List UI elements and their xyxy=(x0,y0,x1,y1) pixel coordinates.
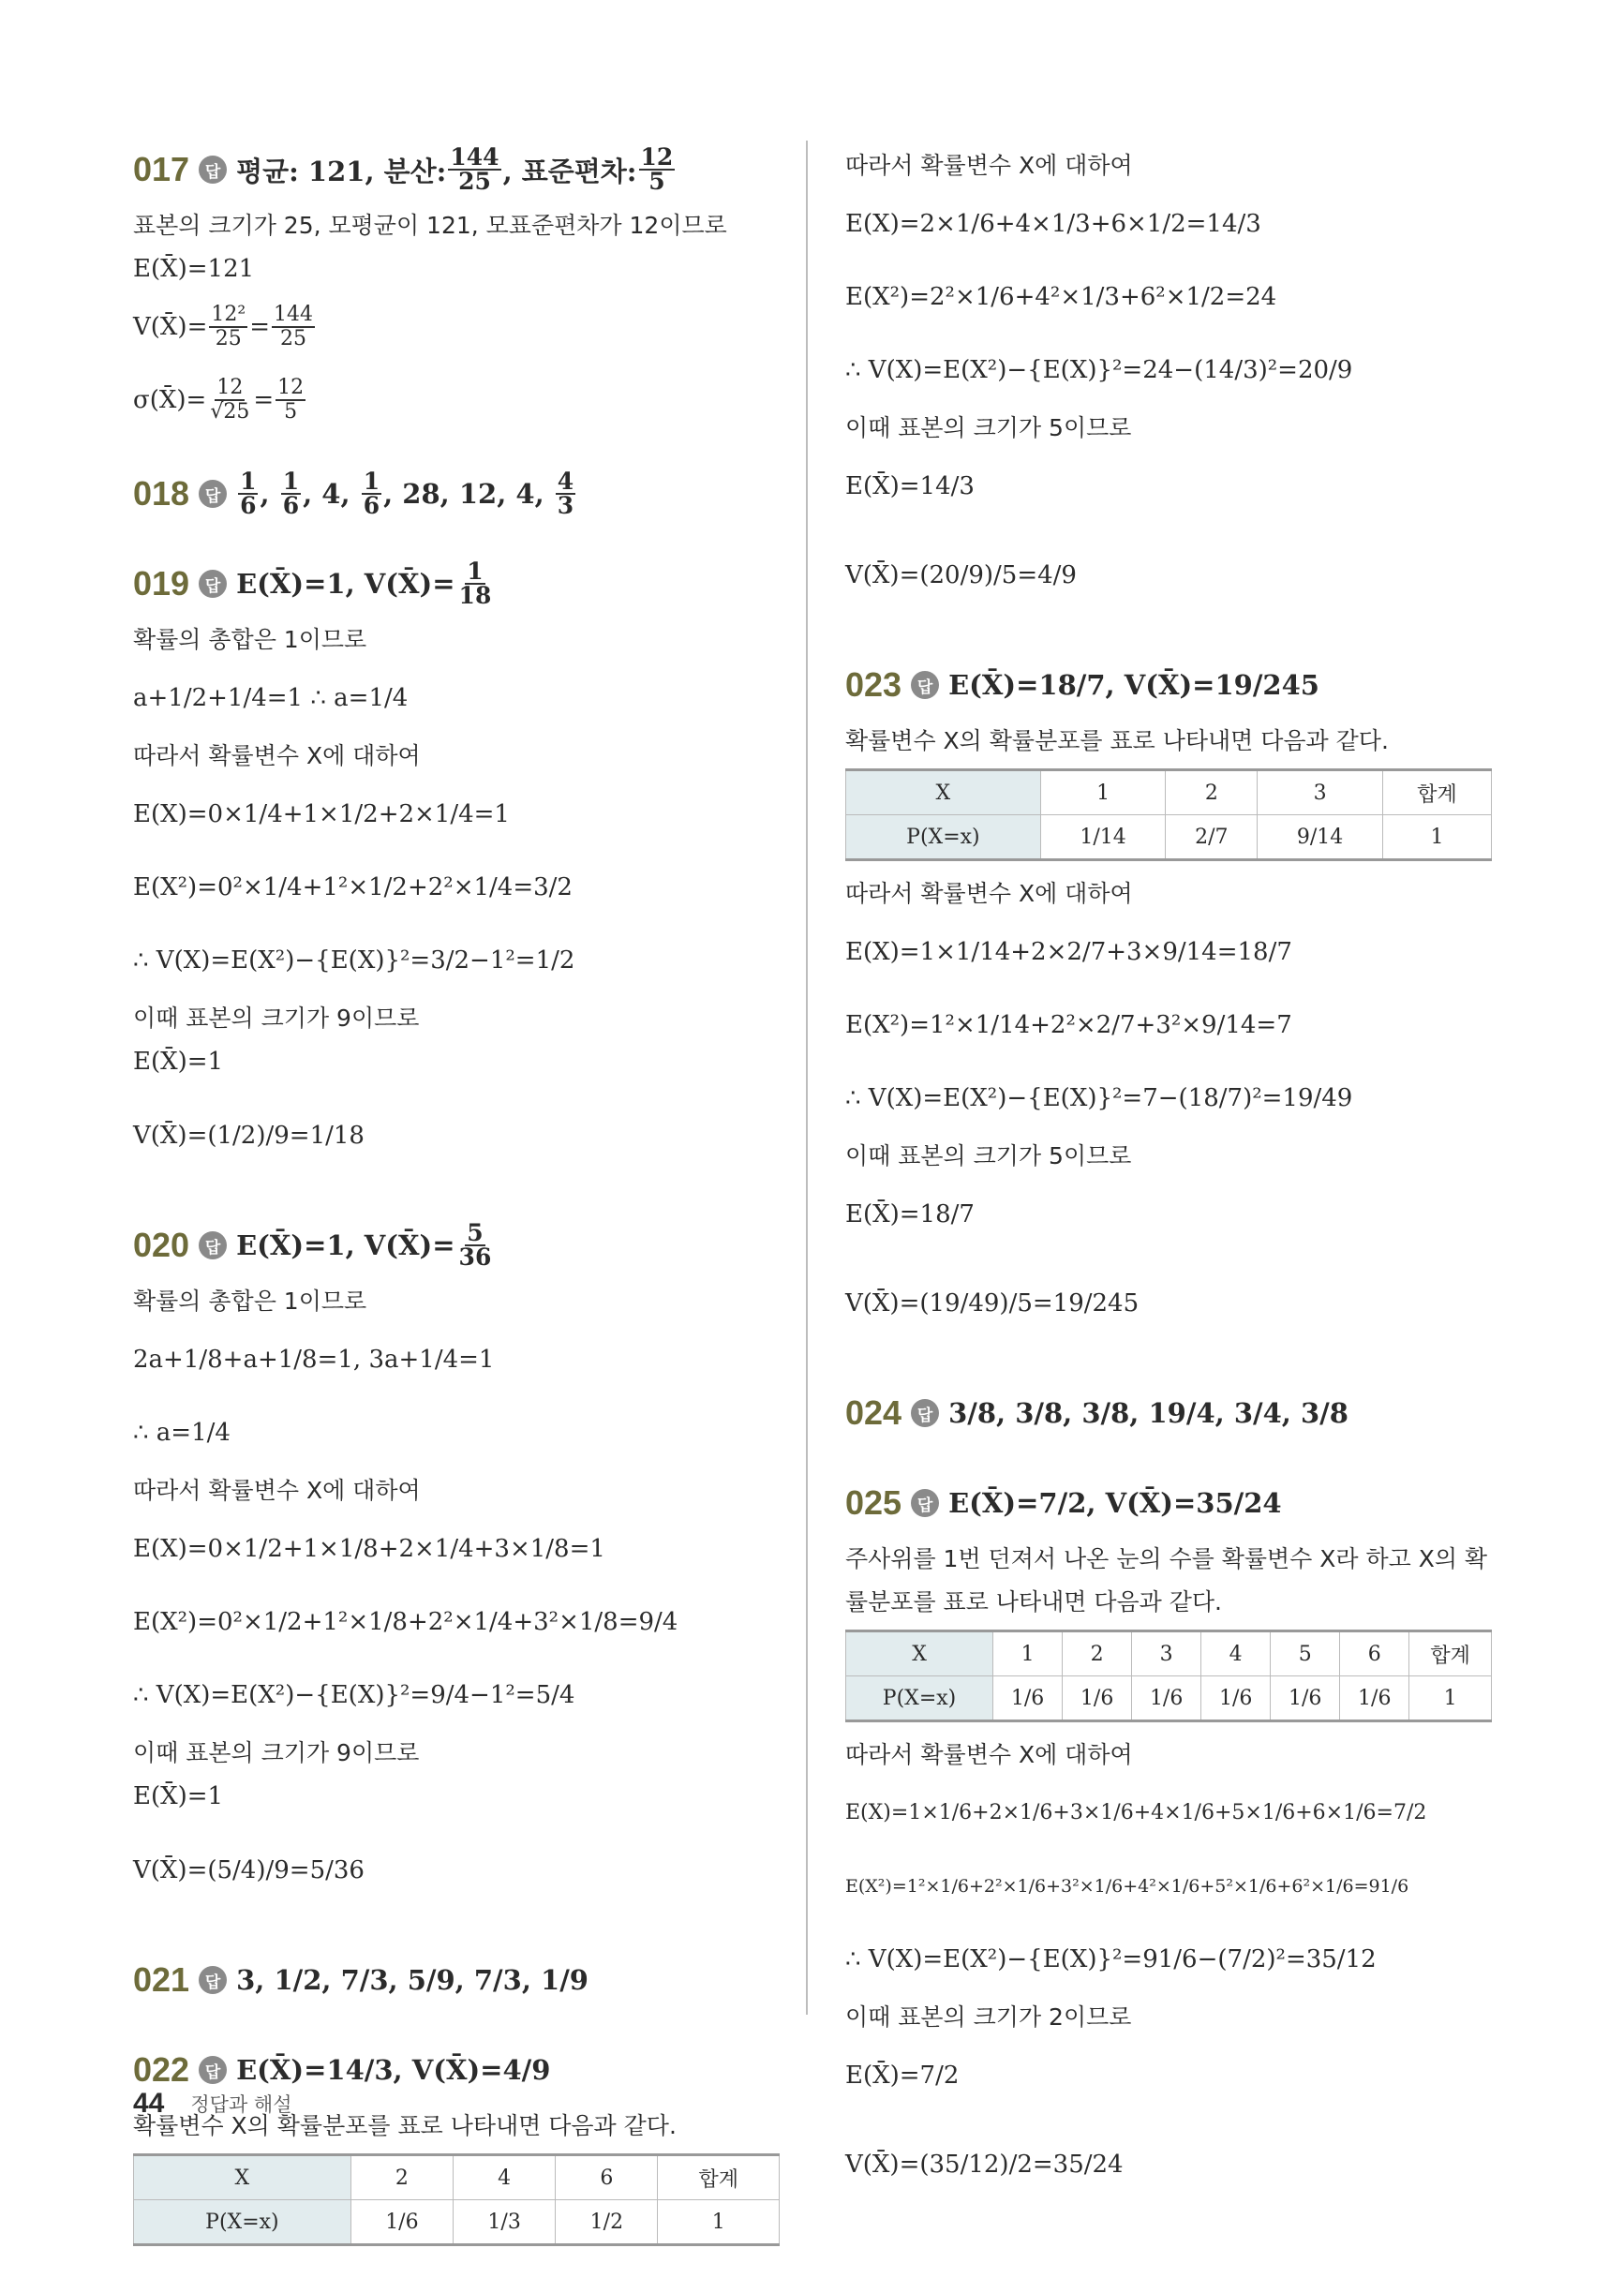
problem-number: 021 xyxy=(133,1960,190,1999)
problem-number: 017 xyxy=(133,150,190,188)
problem-number: 022 xyxy=(133,2050,190,2089)
math-line: 2a+1/8+a+1/8=1, 3a+1/4=1 xyxy=(133,1346,495,1374)
problem-number: 018 xyxy=(133,474,190,513)
math-line: ∴ V(X)=E(X²)−{E(X)}²=7−(18/7)²=19/49 xyxy=(845,1084,1353,1112)
math-line: E(X²)=1²×1/6+2²×1/6+3²×1/6+4²×1/6+5²×1/6+6²×1/6=91/6 xyxy=(845,1876,1409,1897)
column-divider xyxy=(806,141,808,2015)
math-line: V(X̄)= $\frac{\text{12²}}{25}$ = 144 25 xyxy=(133,303,313,350)
answer-badge-icon: 답 xyxy=(199,156,227,184)
explanation-line: 따라서 확률변수 X에 대하여 xyxy=(845,880,1133,907)
problem-022-cont xyxy=(845,148,1492,624)
answer-line: 019 답 E(X̄)=1, V(X̄)= $\frac{1}{18}$ xyxy=(133,558,492,609)
problem-017 xyxy=(133,141,780,433)
answer-badge-icon: 답 xyxy=(911,671,939,699)
answer-line: 023 답 E(X̄)=18/7, V(X̄)=19/245 xyxy=(845,665,1319,704)
math-line: E(X²)=1²×1/14+2²×2/7+3²×9/14=7 xyxy=(845,1011,1292,1039)
math-line: E(X̄)=14/3 xyxy=(845,472,975,500)
answer-badge-icon: 답 xyxy=(199,1231,227,1259)
problem-024 xyxy=(845,1384,1492,1442)
probability-table: X 1 2 3 합계 P(X=x) 1/14 2/7 9/14 1 xyxy=(845,768,1492,861)
math-line: V(X̄)=(20/9)/5=4/9 xyxy=(845,561,1077,589)
math-line: V(X̄)=(19/49)/5=19/245 xyxy=(845,1289,1140,1318)
problem-number: 023 xyxy=(845,665,902,704)
math-line: ∴ V(X)=E(X²)−{E(X)}²=3/2−1²=1/2 xyxy=(133,946,575,975)
answer-badge-icon: 답 xyxy=(199,2056,227,2084)
math-line: E(X̄)=18/7 xyxy=(845,1200,975,1228)
explanation-line: 확률변수 X의 확률분포를 표로 나타내면 다음과 같다. xyxy=(133,2112,677,2139)
explanation-line: 따라서 확률변수 X에 대하여 xyxy=(133,1477,421,1504)
math-line: E(X)=0×1/4+1×1/2+2×1/4=1 xyxy=(133,800,510,828)
problem-number: 019 xyxy=(133,564,190,603)
explanation-line: 따라서 확률변수 X에 대하여 xyxy=(845,152,1133,179)
problem-023 xyxy=(845,656,1492,1352)
math-line: E(X̄)=1 xyxy=(133,1782,224,1810)
explanation-line: 이때 표본의 크기가 9이므로 xyxy=(133,1739,420,1766)
explanation-line: 확률의 총합은 1이므로 xyxy=(133,626,367,653)
problem-number: 020 xyxy=(133,1226,190,1264)
explanation-line: 이때 표본의 크기가 5이므로 xyxy=(845,1142,1132,1169)
problem-021 xyxy=(133,1951,780,2009)
explanation-line: 따라서 확률변수 X에 대하여 xyxy=(845,1741,1133,1768)
answer-line: 022 답 E(X̄)=14/3, V(X̄)=4/9 xyxy=(133,2050,551,2089)
explanation-line: 이때 표본의 크기가 2이므로 xyxy=(845,2003,1132,2031)
math-line: V(X̄)=(5/4)/9=5/36 xyxy=(133,1856,365,1884)
problem-number: 025 xyxy=(845,1483,902,1522)
page-footer xyxy=(133,2088,291,2120)
math-line: E(X²)=0²×1/4+1²×1/2+2²×1/4=3/2 xyxy=(133,873,573,901)
answer-line: 017 답 평균: 121, 분산: 144 25 , 표준편차: 12 5 xyxy=(133,143,674,195)
problem-020 xyxy=(133,1216,780,1919)
explanation-line: 주사위를 1번 던져서 나온 눈의 수를 확률변수 X라 하고 X의 확 xyxy=(845,1545,1488,1572)
answer-badge-icon: 답 xyxy=(199,1966,227,1994)
right-column xyxy=(845,141,1492,2245)
math-line: E(X)=1×1/6+2×1/6+3×1/6+4×1/6+5×1/6+6×1/6=7/2 xyxy=(845,1801,1427,1824)
problem-019 xyxy=(133,555,780,1184)
answer-badge-icon: 답 xyxy=(911,1489,939,1517)
math-line: ∴ V(X)=E(X²)−{E(X)}²=24−(14/3)²=20/9 xyxy=(845,356,1353,384)
answer-line: 024 답 3/8, 3/8, 3/8, 19/4, 3/4, 3/8 xyxy=(845,1393,1348,1432)
explanation-line: 표본의 크기가 25, 모평균이 121, 모표준편차가 12이므로 xyxy=(133,212,727,239)
explanation-line: 확률변수 X의 확률분포를 표로 나타내면 다음과 같다. xyxy=(845,727,1389,754)
math-line: ∴ V(X)=E(X²)−{E(X)}²=9/4−1²=5/4 xyxy=(133,1681,575,1709)
footer-title: 정답과 해설 xyxy=(190,2093,292,2116)
probability-table: X 1 2 3 4 5 6 합계 P(X=x) 1/6 1/6 1/6 1/6 1/6 1/6 1 xyxy=(845,1630,1492,1722)
explanation-line: 이때 표본의 크기가 9이므로 xyxy=(133,1005,420,1032)
math-line: E(X)=1×1/14+2×2/7+3×9/14=18/7 xyxy=(845,938,1292,966)
explanation-line: 따라서 확률변수 X에 대하여 xyxy=(133,742,421,769)
explanation-line: 이때 표본의 크기가 5이므로 xyxy=(845,414,1132,441)
problem-022 xyxy=(133,2041,780,2246)
problem-025 xyxy=(845,1474,1492,2213)
math-line: V(X̄)=(35/12)/2=35/24 xyxy=(845,2151,1124,2179)
math-line: ∴ V(X)=E(X²)−{E(X)}²=91/6−(7/2)²=35/12 xyxy=(845,1945,1377,1973)
left-column xyxy=(133,141,780,2278)
probability-table: X 2 4 6 합계 P(X=x) 1/6 1/3 1/2 1 xyxy=(133,2153,780,2246)
math-line: E(X)=0×1/2+1×1/8+2×1/4+3×1/8=1 xyxy=(133,1535,605,1563)
answer-badge-icon: 답 xyxy=(199,480,227,508)
math-line: E(X̄)=121 xyxy=(133,255,255,283)
answer-badge-icon: 답 xyxy=(911,1399,939,1427)
answer-line: 021 답 3, 1/2, 7/3, 5/9, 7/3, 1/9 xyxy=(133,1960,589,1999)
math-line: E(X)=2×1/6+4×1/3+6×1/2=14/3 xyxy=(845,210,1261,238)
answer-line: 018 답 1 6 , 1 6 , 4 , 1 6 , 28, 12, 4, 4 3 xyxy=(133,468,574,519)
answer-badge-icon: 답 xyxy=(199,570,227,598)
math-line: E(X²)=0²×1/2+1²×1/8+2²×1/4+3²×1/8=9/4 xyxy=(133,1608,678,1636)
math-line: E(X²)=2²×1/6+4²×1/3+6²×1/2=24 xyxy=(845,283,1277,311)
explanation-line: 확률의 총합은 1이므로 xyxy=(133,1288,367,1315)
math-line: σ(X̄)= $\frac{12}{√25}$ = 12 5 xyxy=(133,376,305,424)
answer-line: 020 답 E(X̄)=1, V(X̄)= $\frac{5}{36}$ xyxy=(133,1219,492,1271)
math-line: ∴ a=1/4 xyxy=(133,1419,231,1447)
math-line: E(X̄)=1 xyxy=(133,1048,224,1076)
problem-018 xyxy=(133,465,780,523)
math-line: V(X̄)=(1/2)/9=1/18 xyxy=(133,1122,365,1150)
explanation-line: 률분포를 표로 나타내면 다음과 같다. xyxy=(845,1588,1222,1615)
math-line: a+1/2+1/4=1 ∴ a=1/4 xyxy=(133,684,409,712)
answer-line: 025 답 E(X̄)=7/2, V(X̄)=35/24 xyxy=(845,1483,1282,1522)
page-number: 44 xyxy=(133,2088,165,2119)
problem-number: 024 xyxy=(845,1393,902,1432)
math-line: E(X̄)=7/2 xyxy=(845,2062,960,2090)
